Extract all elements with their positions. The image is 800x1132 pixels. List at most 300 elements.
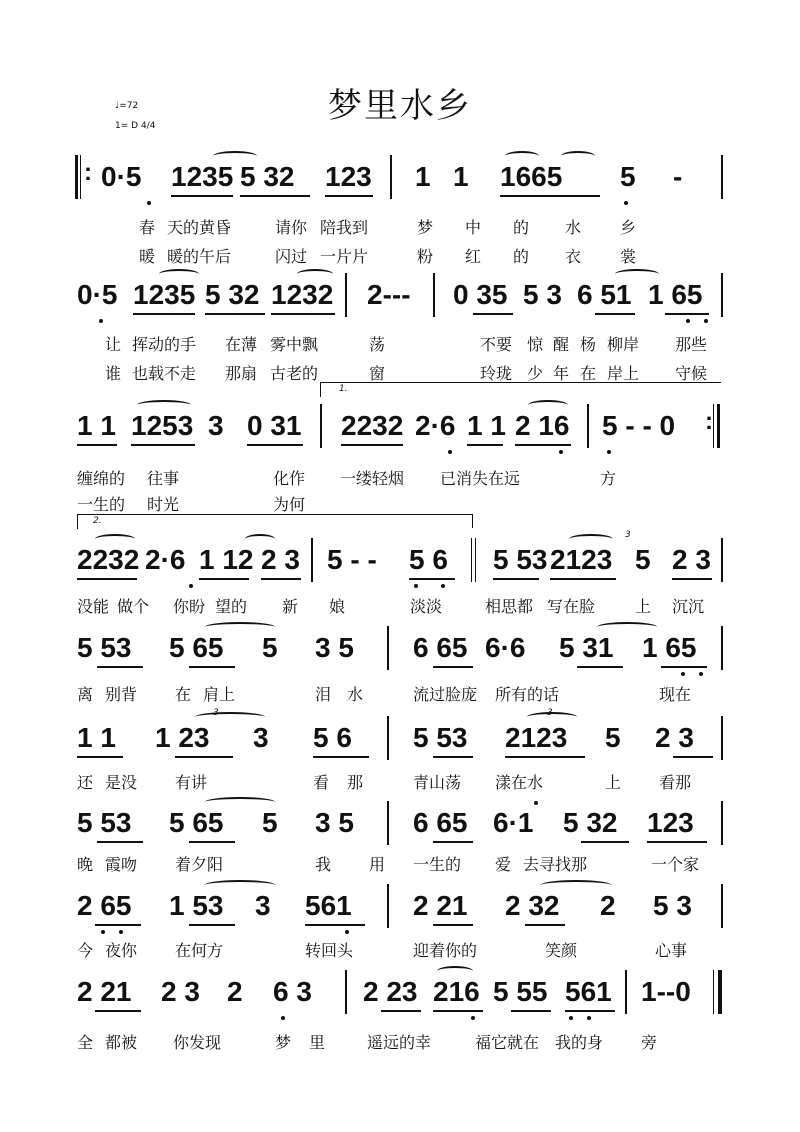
barline: [345, 970, 347, 1014]
note-group: 5 53: [493, 544, 548, 575]
lyric: 别背: [105, 685, 138, 704]
note-group: 1235: [171, 161, 234, 192]
barline: [320, 404, 322, 448]
lyric: 全: [77, 1033, 94, 1052]
barline: [721, 716, 723, 760]
underline: [493, 578, 539, 580]
note-group: 1 23: [155, 722, 210, 753]
note-group: 5 53: [413, 722, 468, 753]
note-group: 6 51: [577, 279, 632, 310]
lyric: 那扇: [225, 364, 258, 383]
underline: [95, 1010, 141, 1012]
underline: [467, 444, 503, 446]
note-group: 0 31: [247, 410, 302, 441]
note-group: 5 - -: [327, 544, 377, 575]
low-octave-dot: [147, 201, 151, 205]
note-group: 1232: [271, 279, 334, 310]
note-group: 5 32: [205, 279, 260, 310]
note-group: 5 3: [653, 890, 692, 921]
lyric-line: [75, 244, 725, 268]
lyric: 里: [309, 1033, 326, 1052]
staff-row-7: [75, 801, 725, 845]
lyric-line: [75, 938, 725, 962]
note-group: 6·6: [485, 632, 526, 663]
underline: [261, 578, 301, 580]
lyric: 写在脸: [547, 597, 596, 616]
note-group: 5 55: [493, 976, 548, 1007]
note-group: 2 21: [77, 976, 132, 1007]
note-group: 2 3: [672, 544, 711, 575]
lyric: 雾中飘: [270, 335, 319, 354]
lyric: 年: [553, 364, 570, 383]
underline: [433, 841, 473, 843]
lyric: 方: [600, 469, 617, 488]
volta-bracket-2-end: [472, 514, 473, 528]
note-group: 6 3: [273, 976, 312, 1007]
note: 1: [453, 161, 469, 192]
underline: [341, 444, 403, 446]
barline: [387, 626, 389, 670]
barline: [721, 538, 723, 582]
note-group: 2 3: [161, 976, 200, 1007]
low-octave-dot: [607, 450, 611, 454]
lyric: 谁: [105, 364, 122, 383]
underline: [133, 313, 195, 315]
barline: [387, 884, 389, 928]
slur: [615, 269, 659, 279]
lyric: 看那: [659, 773, 692, 792]
key-signature: [115, 121, 155, 131]
lyric: 你盼: [173, 597, 206, 616]
lyric: 的: [513, 247, 530, 266]
note-group: 2 32: [505, 890, 560, 921]
underline: [77, 444, 117, 446]
lyric: 上: [605, 773, 622, 792]
underline: [97, 841, 143, 843]
staff-row-2: [75, 273, 725, 317]
note-group: 2 3: [261, 544, 300, 575]
slur: [505, 151, 539, 161]
slur: [597, 622, 657, 632]
lyric: 时光: [147, 495, 180, 514]
note: 1: [415, 161, 431, 192]
note-group: 1 65: [642, 632, 697, 663]
underline: [199, 578, 249, 580]
lyric: 笑颜: [545, 941, 578, 960]
lyric-line: [75, 770, 725, 794]
note-group: 0·5: [77, 279, 118, 310]
underline: [433, 666, 473, 668]
lyric: 在: [175, 685, 192, 704]
note-group: 1 1: [467, 410, 506, 441]
lyric: 岸上: [607, 364, 640, 383]
note-group: 561: [305, 890, 352, 921]
lyric: 粉: [417, 247, 434, 266]
low-octave-dot: [119, 930, 123, 934]
note: 5: [605, 722, 621, 753]
low-octave-dot: [471, 1016, 475, 1020]
slur: [205, 622, 275, 632]
note: 5: [620, 161, 636, 192]
lyric: 闪过: [275, 247, 308, 266]
volta-label: 2.: [93, 516, 102, 526]
slur: [297, 269, 333, 279]
underline: [505, 756, 585, 758]
underline: [95, 924, 141, 926]
triplet-mark: 3: [547, 708, 553, 718]
low-octave-dot: [699, 672, 703, 676]
note-group: 2 3: [655, 722, 694, 753]
lyric: 霞吻: [105, 855, 138, 874]
lyric: 杨: [580, 335, 597, 354]
underline: [515, 444, 571, 446]
high-octave-dot: [534, 801, 538, 805]
underline: [77, 756, 123, 758]
note-group: 5 6: [409, 544, 448, 575]
note-group: 5 - - 0: [602, 410, 676, 441]
underline: [175, 756, 233, 758]
lyric: 离: [77, 685, 94, 704]
low-octave-dot: [624, 201, 628, 205]
lyric: 用: [369, 855, 386, 874]
note-group: 2232: [341, 410, 404, 441]
underline: [97, 666, 143, 668]
lyric: 那: [347, 773, 364, 792]
lyric: 暖的午后: [167, 247, 232, 266]
note: 3: [208, 410, 224, 441]
volta-bracket-1: [320, 382, 721, 397]
lyric: 遥远的幸: [367, 1033, 432, 1052]
slur: [205, 880, 275, 890]
lyric: 中: [465, 218, 482, 237]
underline: [77, 578, 137, 580]
note-group: 6 65: [413, 807, 468, 838]
barline: [345, 273, 347, 317]
note-group: 0 35: [453, 279, 508, 310]
lyric: 青山荡: [413, 773, 462, 792]
lyric-line: [75, 594, 725, 618]
lyric: 少: [527, 364, 544, 383]
slur: [137, 400, 191, 410]
lyric-line: [75, 682, 725, 706]
lyric: 请你: [275, 218, 308, 237]
staff-row-9: [75, 970, 725, 1014]
staff-row-5: [75, 626, 725, 670]
underline: [672, 578, 712, 580]
barline: [721, 801, 723, 845]
slur: [95, 534, 135, 544]
lyric: 水: [347, 685, 364, 704]
slur: [569, 534, 613, 544]
barline: [721, 626, 723, 670]
repeat-dots: :: [705, 408, 713, 435]
lyric: 让: [105, 335, 122, 354]
lyric: 荡: [369, 335, 386, 354]
note-group: 123: [325, 161, 372, 192]
lyric: 流过脸庞: [413, 685, 478, 704]
repeat-end-barline: [717, 404, 720, 448]
lyric: 都被: [105, 1033, 138, 1052]
lyric-line: [75, 215, 725, 239]
underline: [205, 313, 265, 315]
note-group: 2 65: [77, 890, 132, 921]
barline-double-thin: [471, 538, 472, 582]
tempo-marking: ♩=72: [115, 101, 139, 111]
note: 5: [262, 632, 278, 663]
low-octave-dot: [448, 450, 452, 454]
note-group: 0·5: [101, 161, 142, 192]
underline: [409, 578, 455, 580]
note-group: 1--0: [641, 976, 691, 1007]
lyric: 为何: [273, 495, 306, 514]
barline: [721, 155, 723, 199]
note-group: 6 65: [413, 632, 468, 663]
lyric: 也载不走: [132, 364, 197, 383]
triplet-mark: 3: [213, 708, 219, 718]
lyric: 没能: [77, 597, 110, 616]
underline: [271, 313, 335, 315]
note-group: 5 6: [313, 722, 352, 753]
repeat-start-thin: [80, 155, 81, 199]
lyric: 看: [313, 773, 330, 792]
volta-bracket-2: [77, 514, 473, 529]
barline: [311, 538, 313, 582]
note-group: 5 31: [559, 632, 614, 663]
slur: [159, 269, 199, 279]
underline: [325, 195, 373, 197]
underline: [595, 313, 635, 315]
underline: [189, 841, 235, 843]
note-group: 2123: [505, 722, 568, 753]
note-group: 1 12: [199, 544, 254, 575]
lyric: 着夕阳: [175, 855, 224, 874]
note: 3: [255, 890, 271, 921]
lyric: 陪我到: [320, 218, 369, 237]
staff-row-4: [75, 516, 725, 582]
lyric: 现在: [659, 685, 692, 704]
barline: [587, 404, 589, 448]
underline: [313, 756, 369, 758]
lyric: 夜你: [105, 941, 138, 960]
lyric-line: [75, 852, 725, 876]
lyric: 旁: [641, 1033, 658, 1052]
barline: [390, 155, 392, 199]
lyric: 在薄: [225, 335, 258, 354]
underline: [240, 195, 310, 197]
underline: [581, 841, 629, 843]
staff-row-6: [75, 708, 725, 760]
triplet-mark: 3: [625, 530, 631, 540]
lyric: 在何方: [175, 941, 224, 960]
key-label: 1= D: [115, 121, 139, 131]
lyric: 柳岸: [607, 335, 640, 354]
final-barline-thin: [713, 970, 714, 1014]
barline: [387, 801, 389, 845]
lyric: 往事: [147, 469, 180, 488]
lyric: 转回头: [305, 941, 354, 960]
lyric: 晚: [77, 855, 94, 874]
lyric: 我的身: [555, 1033, 604, 1052]
note-group: 123: [647, 807, 694, 838]
note-group: 1 1: [77, 722, 116, 753]
barline-double-thin: [475, 538, 476, 582]
staff-row-8: [75, 884, 725, 928]
underline: [473, 313, 513, 315]
note-group: 5 32: [240, 161, 295, 192]
note-group: 5 3: [523, 279, 562, 310]
slur: [561, 151, 595, 161]
note-group: 3 5: [315, 807, 354, 838]
note-group: 6·1: [493, 807, 534, 838]
note-group: 2 21: [413, 890, 468, 921]
lyric-line: [75, 466, 725, 490]
slur: [245, 534, 275, 544]
lyric: 醒: [553, 335, 570, 354]
note: 5: [262, 807, 278, 838]
note-group: 1665: [500, 161, 563, 192]
underline: [189, 924, 235, 926]
underline: [433, 1010, 483, 1012]
staff-row-3: [75, 384, 725, 448]
note-group: 216: [433, 976, 480, 1007]
lyric: 爱: [495, 855, 512, 874]
barline: [433, 273, 435, 317]
lyric: 挥动的手: [132, 335, 197, 354]
low-octave-dot: [681, 672, 685, 676]
low-octave-dot: [189, 584, 193, 588]
underline: [171, 195, 233, 197]
underline: [433, 756, 473, 758]
underline: [500, 195, 600, 197]
lyric: 衣: [565, 247, 582, 266]
lyric: 那些: [675, 335, 708, 354]
repeat-dots: :: [84, 159, 92, 186]
lyric: 水: [565, 218, 582, 237]
underline: [550, 578, 616, 580]
lyric: 乡: [620, 218, 637, 237]
lyric: 淡淡: [410, 597, 443, 616]
underline: [673, 756, 713, 758]
lyric: 泪: [315, 685, 332, 704]
lyric: 沉沉: [672, 597, 705, 616]
slur: [195, 712, 265, 722]
low-octave-dot: [345, 930, 349, 934]
lyric: 一缕轻烟: [340, 469, 405, 488]
lyric: 一个家: [651, 855, 700, 874]
note: 2: [600, 890, 616, 921]
barline: [721, 273, 723, 317]
lyric: 是没: [105, 773, 138, 792]
barline: [721, 884, 723, 928]
note-group: 5 53: [77, 632, 132, 663]
note-group: 1 1: [77, 410, 116, 441]
lyric: 心事: [655, 941, 688, 960]
underline: [247, 444, 303, 446]
low-octave-dot: [686, 319, 690, 323]
lyric: 窗: [369, 364, 386, 383]
lyric: 迎着你的: [413, 941, 478, 960]
note-group: 5 32: [563, 807, 618, 838]
slur: [205, 797, 275, 807]
lyric: 我: [315, 855, 332, 874]
underline: [525, 924, 565, 926]
lyric-line: [75, 332, 725, 356]
barline: [625, 970, 627, 1014]
final-barline-thick: [718, 970, 722, 1014]
lyric: 漾在水: [495, 773, 544, 792]
lyric: 缠绵的: [77, 469, 126, 488]
lyric: 今: [77, 941, 94, 960]
underline: [565, 1010, 615, 1012]
note-group: 5 53: [77, 807, 132, 838]
staff-row-1: [75, 155, 725, 199]
underline: [381, 1010, 421, 1012]
song-title: 梦里水乡: [328, 86, 472, 126]
note-group: 5 65: [169, 807, 224, 838]
lyric: 肩上: [203, 685, 236, 704]
slur: [528, 400, 568, 410]
slur: [213, 151, 257, 161]
low-octave-dot: [281, 1016, 285, 1020]
low-octave-dot: [559, 450, 563, 454]
lyric: 在: [580, 364, 597, 383]
underline: [577, 666, 623, 668]
underline: [305, 924, 365, 926]
lyric: 守候: [675, 364, 708, 383]
note-group: 2·6: [145, 544, 186, 575]
note-group: 2 16: [515, 410, 570, 441]
note-group: 1 65: [648, 279, 703, 310]
note-group: 1 53: [169, 890, 224, 921]
lyric: 梦: [417, 218, 434, 237]
note-group: 5 65: [169, 632, 224, 663]
note-group: 2·6: [415, 410, 456, 441]
lyric: 惊: [527, 335, 544, 354]
lyric: 不要: [480, 335, 513, 354]
note-group: 3 5: [315, 632, 354, 663]
lyric: 红: [465, 247, 482, 266]
lyric: 相思都: [485, 597, 534, 616]
lyric: 裳: [620, 247, 637, 266]
slur: [437, 966, 473, 976]
lyric: 玲珑: [480, 364, 513, 383]
lyric: 一生的: [77, 495, 126, 514]
lyric: 你发现: [173, 1033, 222, 1052]
note-group: 561: [565, 976, 612, 1007]
lyric-line: [75, 492, 725, 516]
underline: [189, 666, 235, 668]
underline: [661, 666, 707, 668]
lyric: 做个: [117, 597, 150, 616]
lyric: 有讲: [175, 773, 208, 792]
lyric: 古老的: [270, 364, 319, 383]
low-octave-dot: [704, 319, 708, 323]
underline: [511, 1010, 551, 1012]
lyric: 春: [139, 218, 156, 237]
low-octave-dot: [101, 930, 105, 934]
low-octave-dot: [99, 319, 103, 323]
note: 3: [253, 722, 269, 753]
volta-label: 1.: [339, 384, 348, 394]
lyric: 福它就在: [475, 1033, 540, 1052]
repeat-start-barline: [75, 155, 78, 199]
note-group: 1235: [133, 279, 196, 310]
underline: [131, 444, 195, 446]
lyric: 娘: [329, 597, 346, 616]
note-group: 2123: [550, 544, 613, 575]
repeat-end-thin: [713, 404, 714, 448]
lyric: 已消失在远: [440, 469, 521, 488]
